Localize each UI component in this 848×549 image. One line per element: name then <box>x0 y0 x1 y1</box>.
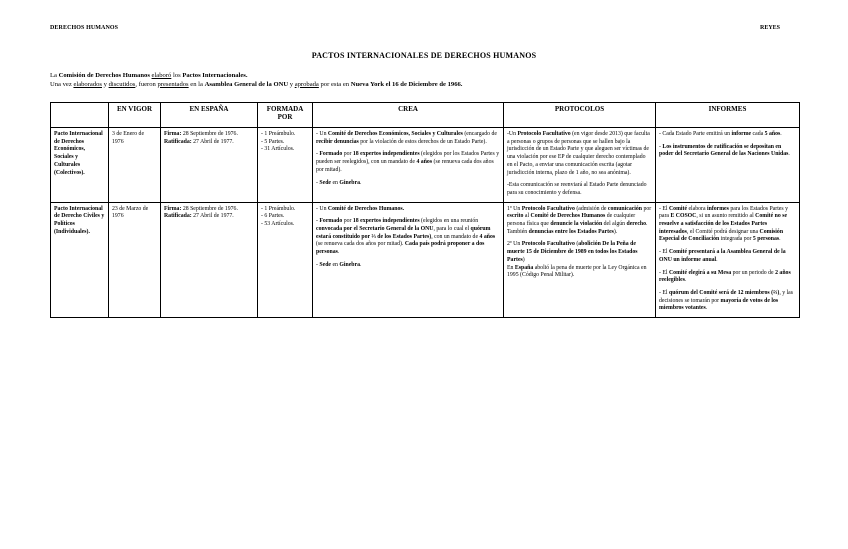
en-espana-cell: Firma: 28 Septiembre de 1976. Ratificada: 27 Abril de 1977. <box>161 202 258 317</box>
header-cell-empty <box>51 103 109 128</box>
header-right: REYES <box>760 25 781 31</box>
header-cell-crea: CREA <box>313 103 504 128</box>
header-left: DERECHOS HUMANOS <box>50 25 119 31</box>
intro-paragraph <box>50 72 800 90</box>
informes-cell: - El Comité elabora informes para los Estados Partes y para E COSOC, si un asunto remitido al Comité no se resuelve a satisfacción de los Estados Partes interesados, el Comité podrá designar una Comisión Especial de Conciliación integrada por 5 personas. - El Comité presentará a la Asamblea General de la ONU un informe anual. - El Comité elegirá a su Mesa por un periodo de 2 años reelegibles. - El quórum del Comité será de 12 miembros (⅔), y las decisiones se tomarán por mayoría de votos de los miembros votantes. <box>656 202 800 317</box>
header-cell-formada-por: FORMADA POR <box>258 103 313 128</box>
crea-cell: - Un Comité de Derechos Económicos, Sociales y Culturales (encargado de recibir denuncias por la violación de estos derechos de un Estado Parte). - Formado por 18 expertos independientes (elegidos por los Estados Partes y pueden ser reelegidos), con un mandato de 4 años (se renueva cada dos años por mitad). - Sede en Ginebra. <box>313 128 504 203</box>
page-title: PACTOS INTERNACIONALES DE DERECHOS HUMANOS <box>311 51 537 60</box>
intro-line-2: Una vez elaborados y discutidos, fueron presentados en la Asamblea General de la ONU y aprobada por esta en Nueva York el 16 de Diciembre de 1966. <box>50 80 463 88</box>
header-cell-informes: INFORMES <box>656 103 800 128</box>
header-cell-en-espana: EN ESPAÑA <box>161 103 258 128</box>
formada-por-cell: - 1 Preámbulo. - 6 Partes. - 53 Artículos. <box>258 202 313 317</box>
informes-cell: - Cada Estado Parte emitirá un informe cada 5 años. - Los instrumentos de ratificación se depositan en poder del Secretario General de las Naciones Unidas. <box>656 128 800 203</box>
en-espana-cell: Firma: 28 Septiembre de 1976. Ratificada: 27 Abril de 1977. <box>161 128 258 203</box>
protocolos-cell: -Un Protocolo Facultativo (en vigor desde 2013) que faculta a personas o grupos de personas que se hallen bajo la jurisdicción de un Estado Parte y que aleguen ser víctimas de una violación por ese EP de cualquier derecho contemplado en el Pacto, a enviar una comunicación escrita (agotar jurisdicción interna, plazo de 1 año, no sea anónima). -Esta comunicación se reenviará al Estado Parte denunciado para su conocimiento y defensa. <box>504 128 656 203</box>
pact-name-cell: Pacto Internacional de Derecho Civiles y Políticos (Individuales). <box>51 202 109 317</box>
en-vigor-cell: 3 de Enero de 1976 <box>109 128 161 203</box>
formada-por-cell: - 1 Preámbulo. - 5 Partes. - 31 Artículos. <box>258 128 313 203</box>
table-header-row <box>51 103 800 128</box>
table-row <box>51 128 800 203</box>
table-row <box>51 202 800 317</box>
en-vigor-cell: 23 de Marzo de 1976 <box>109 202 161 317</box>
crea-cell: - Un Comité de Derechos Humanos. - Formado por 18 expertos independientes (elegidos en una reunión convocada por el Secretario General de la ONU, para lo cual el quórum estará constituido por ⅔ de los Estados Partes), con un mandato de 4 años (se renueva cada dos años por mitad). Cada país podrá proponer a dos personas. - Sede en Ginebra. <box>313 202 504 317</box>
pact-name-cell: Pacto Internacional de Derechos Económicos, Sociales y Culturales (Colectivos). <box>51 128 109 203</box>
pacts-table <box>50 102 800 318</box>
header-cell-protocolos: PROTOCOLOS <box>504 103 656 128</box>
protocolos-cell: 1º Un Protocolo Facultativo (admisión de comunicación por escrito al Comité de Derechos Humanos de cualquier persona física que denuncie la violación del algún derecho. También denuncias entre los Estados Partes). 2º Un Protocolo Facultativo (abolición De la Peña de muerte 15 de Diciembre de 1989 en todos los Estados Partes) En España abolió la pena de muerte por la Ley Orgánica en 1995 (Código Penal Militar). <box>504 202 656 317</box>
intro-line-1: La Comisión de Derechos Humanos elaboró los Pactos Internacionales. <box>50 72 248 79</box>
header-cell-en-vigor: EN VIGOR <box>109 103 161 128</box>
